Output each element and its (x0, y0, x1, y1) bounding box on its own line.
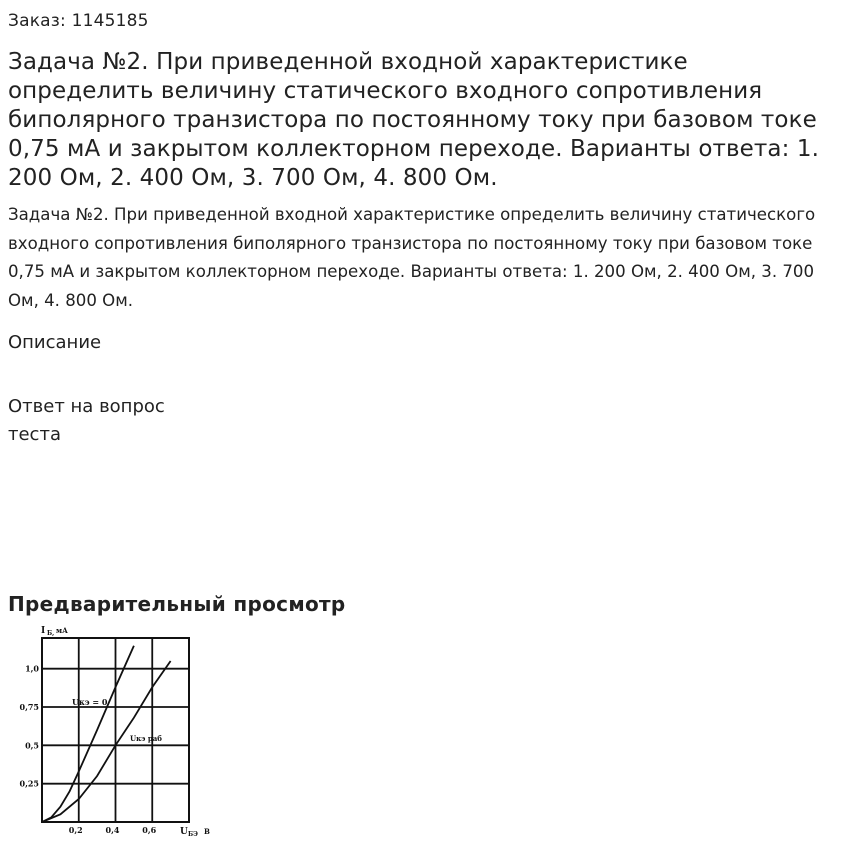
x-axis-label-unit: В (204, 827, 210, 836)
description-label: Описание (8, 332, 102, 353)
task-title: Задача №2. При приведенной входной характеристике определить величину статического входного сопротивления биполярного транзистора по постоянному току при базовом токе 0,75 мА и закрытом коллекторном переходе. Варианты ответа: 1. 200 Ом, 2. 400 Ом, 3. 700 Ом, 4. 800 Ом. (8, 49, 820, 191)
series-label-0: Uкэ = 0 (72, 697, 108, 707)
y-axis-label-unit: мА (56, 626, 68, 635)
task-description: Задача №2. При приведенной входной характеристике определить величину статического входного сопротивления биполярного транзистора по постоянному току при базовом токе 0,75 мА и закрытом коллекторном переходе. Варианты ответа: 1. 200 Ом, 2. 400 Ом, 3. 700 Ом, 4. 800 Ом. (8, 205, 816, 310)
y-axis-label: I (41, 626, 46, 636)
x-tick-label: 0,2 (68, 825, 83, 835)
y-tick-label: 0,75 (19, 702, 39, 712)
y-tick-label: 0,5 (25, 740, 39, 751)
x-tick-label: 0,6 (142, 825, 157, 835)
curve-series-0 (42, 646, 134, 822)
order-number: Заказ: 1145185 (8, 11, 149, 31)
y-axis-label-sub: Б, (47, 630, 55, 637)
x-tick-label: 0,4 (105, 825, 120, 835)
y-tick-label: 0,25 (19, 778, 39, 789)
y-tick-label: 1,0 (25, 663, 39, 674)
input-characteristic-chart (12, 620, 222, 840)
preview-heading: Предварительный просмотр (8, 592, 346, 616)
series-label-1: Uкэ раб (130, 734, 162, 743)
x-axis-label: U (180, 827, 188, 837)
x-axis-label-sub: БЭ (188, 831, 198, 838)
answer-label: Ответ на вопрос теста (8, 396, 165, 445)
